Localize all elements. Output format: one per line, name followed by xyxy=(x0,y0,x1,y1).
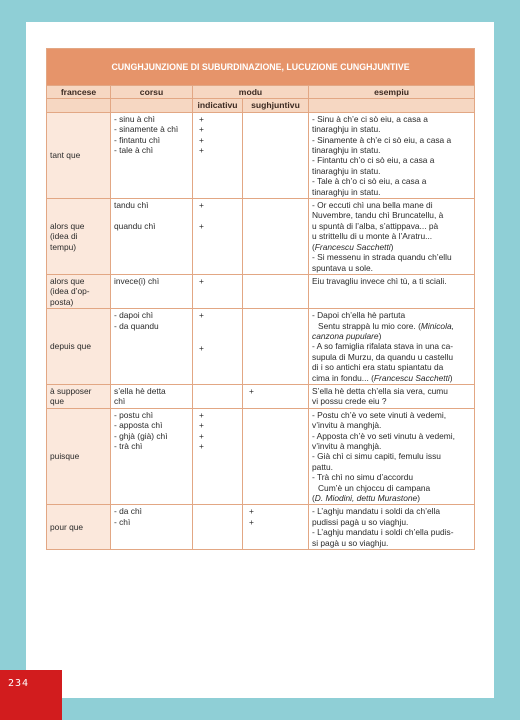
cell-line: chì xyxy=(114,396,126,407)
cell-francese xyxy=(47,309,111,385)
cell-line xyxy=(114,210,189,221)
cell-line: depuis que xyxy=(50,341,91,352)
cell-line: v’invitu à manghjà. xyxy=(312,420,382,431)
cell-sughjuntivu xyxy=(243,384,309,408)
cell-line: spuntava u sole. xyxy=(312,262,373,273)
cell-line: + xyxy=(199,134,204,145)
cell-indicativu xyxy=(193,112,243,198)
cell-indicativu xyxy=(193,505,243,550)
cell-line: - ghjà (già) chì xyxy=(114,430,168,441)
header-esempiu: esempiu xyxy=(309,86,475,99)
cell-line: + xyxy=(199,310,204,321)
cell-line: - Fintantu ch’o ci sò eiu, a casa a xyxy=(312,155,435,166)
cell-line: pattu. xyxy=(312,461,333,472)
cell-line: (idea d’op- xyxy=(50,286,90,297)
table-row xyxy=(47,408,475,505)
cell-line: - sinu à chì xyxy=(114,113,155,124)
table-row xyxy=(47,199,475,275)
cell-line: vi possu crede eiu ? xyxy=(312,396,387,407)
cell-line: + xyxy=(199,200,204,211)
header-blank-esempiu xyxy=(309,99,475,112)
cell-line: + xyxy=(199,441,204,451)
cell-line: - trà chì xyxy=(114,441,143,451)
header-blank-corsu xyxy=(111,99,193,112)
cell-line: cima in fondu... (Francescu Sacchetti) xyxy=(312,372,453,383)
cell-line: di i so antichi era statu spiantatu da xyxy=(312,362,444,373)
cell-line: - Sinamente à ch’e ci sò eiu, a casa a xyxy=(312,134,452,145)
cell-esempiu xyxy=(309,408,475,505)
cell-line: tinaraghju in statu. xyxy=(312,145,381,156)
cell-sughjuntivu xyxy=(243,408,309,505)
cell-line xyxy=(199,321,239,332)
cell-line: supula di Murzu, da quandu u castellu xyxy=(312,351,454,362)
header-blank-francese xyxy=(47,99,111,112)
table-row xyxy=(47,274,475,308)
cell-line: - Si messenu in strada quandu ch’ellu xyxy=(312,252,452,263)
cell-line: tinaraghju in statu. xyxy=(312,165,381,176)
cell-line: - da quandu xyxy=(114,320,159,331)
table-row xyxy=(47,505,475,550)
cell-line: - chì xyxy=(114,516,131,527)
conjunction-table xyxy=(46,48,475,550)
cell-francese xyxy=(47,384,111,408)
header-modu: modu xyxy=(193,86,309,99)
cell-line: s’ella hè detta xyxy=(114,385,166,396)
cell-line: - sinamente à chì xyxy=(114,124,179,135)
page-number: 234 xyxy=(8,678,30,689)
cell-line: + xyxy=(199,430,204,441)
cell-line: tandu chì xyxy=(114,200,149,211)
cell-corsu xyxy=(111,274,193,308)
cell-esempiu xyxy=(309,505,475,550)
cell-line: tinaraghju in statu. xyxy=(312,124,381,135)
cell-line: (D. Miodini, dettu Murastone) xyxy=(312,493,421,504)
cell-line: (idea di xyxy=(50,231,78,242)
cell-line: - A so famiglia rifalata stava in una ca- xyxy=(312,341,454,352)
cell-esempiu xyxy=(309,274,475,308)
cell-line: alors que xyxy=(50,275,85,286)
cell-sughjuntivu xyxy=(243,199,309,275)
cell-line: Cum’è un chjoccu di campana xyxy=(318,482,431,493)
cell-line: pour que xyxy=(50,522,84,533)
cell-line: tinaraghju in statu. xyxy=(312,186,381,197)
cell-corsu xyxy=(111,112,193,198)
cell-line xyxy=(199,332,239,343)
cell-line: Sentu strappà lu mio core. (Minicola, xyxy=(318,320,454,331)
cell-line: - Già chì ci simu capiti, femulu issu xyxy=(312,451,441,462)
header-corsu: corsu xyxy=(111,86,193,99)
cell-line: - Sinu à ch’e ci sò eiu, a casa a xyxy=(312,113,428,124)
cell-line: u spuntà di l’alba, s’attippava... pà xyxy=(312,220,439,231)
cell-indicativu xyxy=(193,199,243,275)
cell-line: posta) xyxy=(50,296,74,307)
cell-line: + xyxy=(249,516,254,527)
cell-line: + xyxy=(249,506,254,517)
cell-line: + xyxy=(199,113,204,124)
cell-line: alors que xyxy=(50,220,85,231)
cell-line: - apposta chì xyxy=(114,420,163,431)
cell-line: - tale à chì xyxy=(114,145,154,156)
header-indicativu: indicativu xyxy=(193,99,243,112)
cell-line: tempu) xyxy=(50,241,77,252)
cell-line: - Apposta ch’è vo seti vinutu à vedemi, xyxy=(312,430,455,441)
cell-line: + xyxy=(199,409,204,420)
cell-line: + xyxy=(249,385,254,396)
cell-line: + xyxy=(199,420,204,431)
cell-corsu xyxy=(111,505,193,550)
cell-corsu xyxy=(111,408,193,505)
cell-corsu xyxy=(111,309,193,385)
cell-francese xyxy=(47,505,111,550)
cell-line: invece(i) chì xyxy=(114,275,160,286)
cell-corsu xyxy=(111,384,193,408)
cell-indicativu xyxy=(193,384,243,408)
cell-line: - da chì xyxy=(114,506,142,517)
cell-sughjuntivu xyxy=(243,112,309,198)
table-title: CUNGHJUNZIONE DI SUBURDINAZIONE, LUCUZIONE CUNGHJUNTIVE xyxy=(47,49,475,86)
cell-sughjuntivu xyxy=(243,274,309,308)
table-row xyxy=(47,112,475,198)
cell-line: u strittellu di u monte à l’Aratru... xyxy=(312,231,433,242)
cell-sughjuntivu xyxy=(243,309,309,385)
cell-francese xyxy=(47,199,111,275)
header-francese: francese xyxy=(47,86,111,99)
cell-line: si pagà u so viaghju. xyxy=(312,537,389,548)
cell-line: - L’aghju mandatu i soldi ch’ella pudis- xyxy=(312,527,454,538)
cell-line: - postu chì xyxy=(114,409,154,420)
cell-line: - Trà chì no simu d’accordu xyxy=(312,472,414,483)
cell-line: canzona pupulare) xyxy=(312,330,382,341)
cell-francese xyxy=(47,408,111,505)
cell-esempiu xyxy=(309,199,475,275)
cell-line: + xyxy=(199,342,204,353)
cell-line: à supposer xyxy=(50,385,92,396)
cell-line xyxy=(199,210,239,221)
cell-line: + xyxy=(199,221,204,232)
cell-indicativu xyxy=(193,408,243,505)
cell-line: Eiu travagliu invece chì tù, a ti sciali. xyxy=(312,275,447,286)
cell-esempiu xyxy=(309,309,475,385)
page-number-box xyxy=(0,670,62,720)
cell-line: S’ella hè detta ch’ella sia vera, cumu xyxy=(312,385,448,396)
cell-corsu xyxy=(111,199,193,275)
cell-line: - fintantu chì xyxy=(114,134,161,145)
cell-francese xyxy=(47,274,111,308)
cell-line: + xyxy=(199,145,204,156)
cell-line: - Postu ch’è vo sete vinuti à vedemi, xyxy=(312,409,447,420)
cell-line: v’invitu à manghjà. xyxy=(312,441,382,451)
page xyxy=(26,22,494,698)
cell-sughjuntivu xyxy=(243,505,309,550)
cell-indicativu xyxy=(193,274,243,308)
cell-line: quandu chì xyxy=(114,221,156,232)
table-row xyxy=(47,384,475,408)
cell-line: - dapoi chì xyxy=(114,310,154,321)
cell-line: pudissi pagà u so viaghju. xyxy=(312,516,409,527)
cell-line: que xyxy=(50,396,64,407)
cell-line: + xyxy=(199,275,204,286)
cell-line: (Francescu Sacchetti) xyxy=(312,241,394,252)
cell-indicativu xyxy=(193,309,243,385)
cell-esempiu xyxy=(309,112,475,198)
cell-francese xyxy=(47,112,111,198)
cell-line: puisque xyxy=(50,451,80,462)
table-row xyxy=(47,309,475,385)
cell-esempiu xyxy=(309,384,475,408)
cell-line: tant que xyxy=(50,150,81,161)
cell-line: - Or eccuti chì una bella mane di xyxy=(312,200,433,211)
cell-line: Nuvembre, tandu chì Bruncatellu, à xyxy=(312,210,444,221)
cell-line: - Tale à ch’o ci sò eiu, a casa a xyxy=(312,176,427,187)
cell-line: + xyxy=(199,124,204,135)
cell-line: - L’aghju mandatu i soldi da ch’ella xyxy=(312,506,441,517)
cell-line: - Dapoi ch’ella hè partuta xyxy=(312,310,406,321)
header-sughjuntivu: sughjuntivu xyxy=(243,99,309,112)
